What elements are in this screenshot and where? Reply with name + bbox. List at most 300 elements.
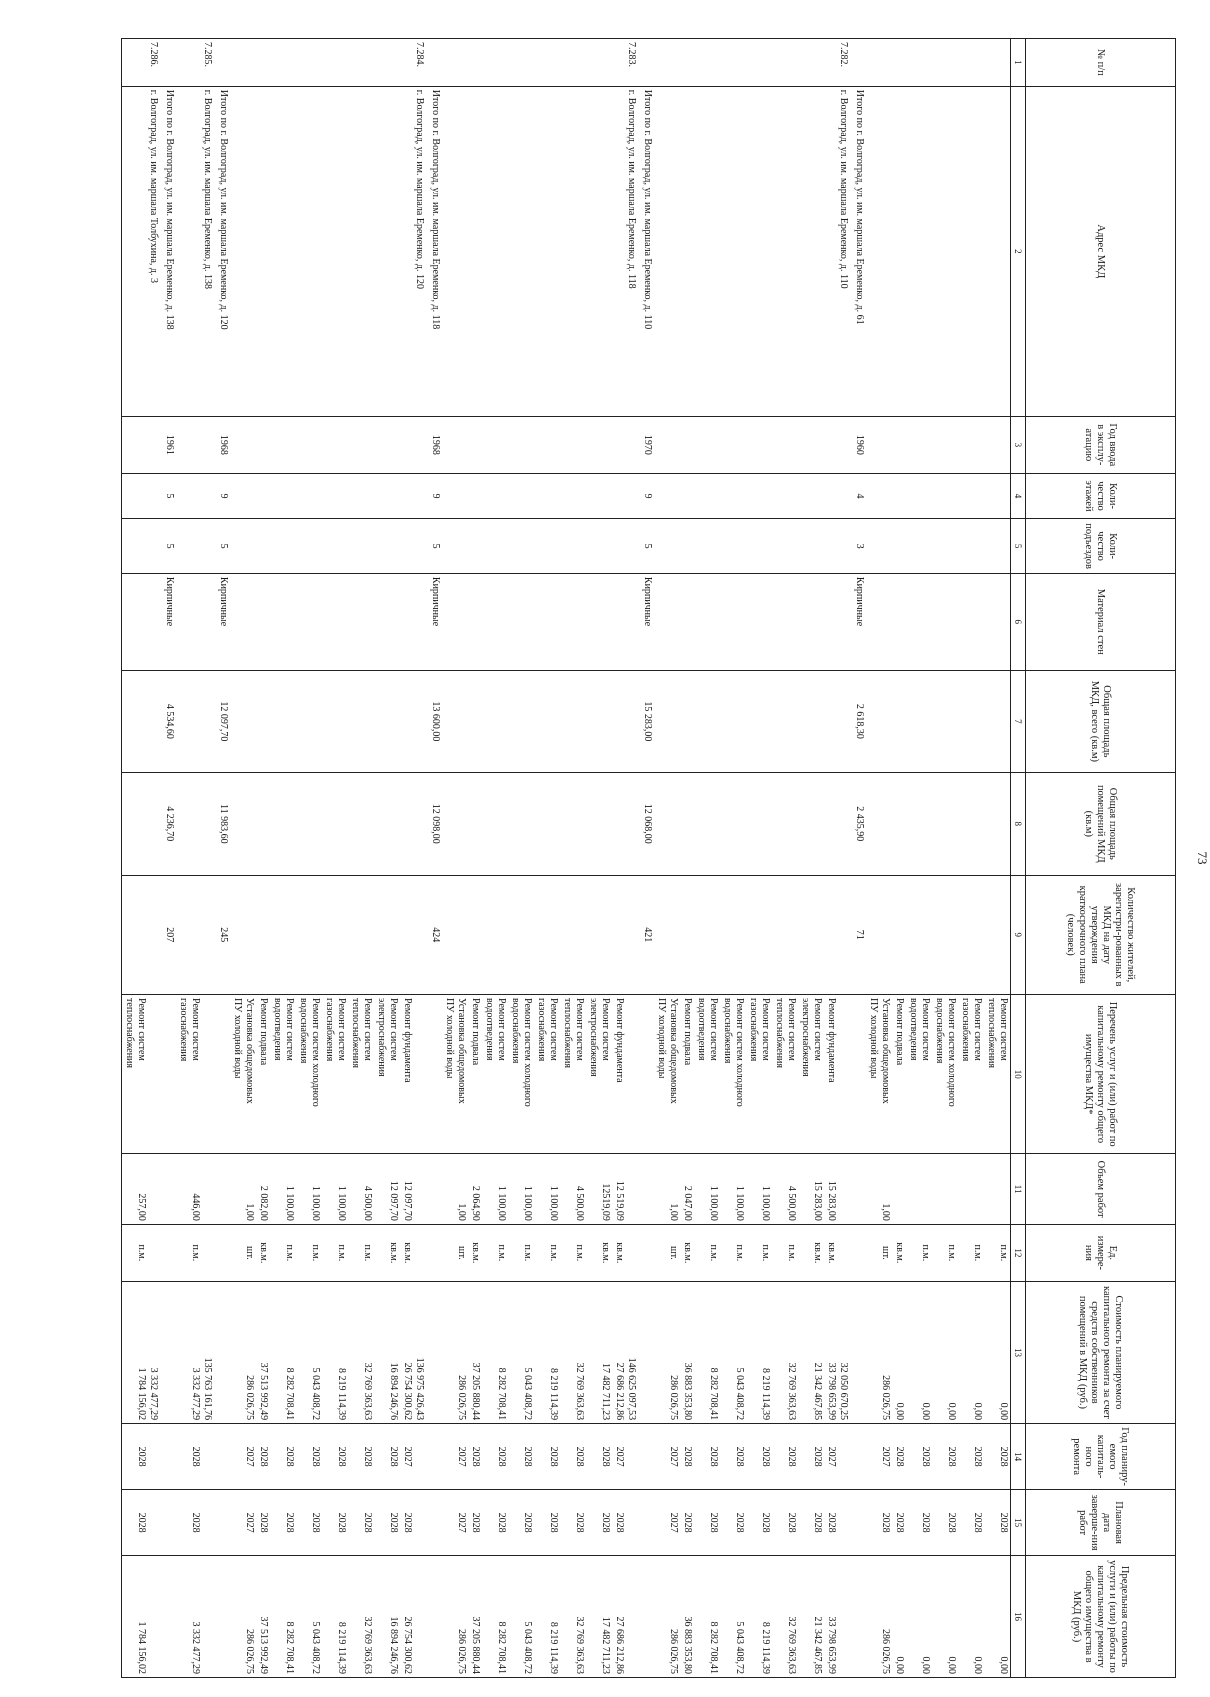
address-cell: г. Волгоград, ул. им. маршала Еременко, д. 120 bbox=[400, 86, 426, 416]
material-cell bbox=[586, 573, 612, 670]
end-date-cell: 2028 bbox=[612, 1490, 638, 1556]
row-number-cell bbox=[296, 39, 322, 87]
volume-cell bbox=[984, 1154, 1011, 1225]
repair-year-cell: 2028 bbox=[560, 1424, 586, 1490]
repair-year-cell: 2028 bbox=[932, 1424, 958, 1490]
year-built-cell bbox=[230, 416, 256, 473]
row-number-cell bbox=[256, 39, 270, 87]
address-cell bbox=[866, 86, 892, 416]
address-cell bbox=[892, 86, 906, 416]
repair-year-cell: 2028 bbox=[176, 1424, 214, 1490]
end-date-cell: 2028 bbox=[892, 1490, 906, 1556]
work-name-line: Ремонт систем холодного bbox=[946, 998, 957, 1107]
entrances-cell bbox=[984, 519, 1011, 574]
material-cell bbox=[720, 573, 746, 670]
area-premises-cell bbox=[482, 773, 508, 875]
end-date-cell: 2027 bbox=[442, 1490, 468, 1556]
limit-cost-cell: 0,00 bbox=[932, 1556, 958, 1678]
unit-cell: п.м. bbox=[322, 1224, 348, 1281]
year-built-cell: 1970 bbox=[638, 416, 654, 473]
end-date-cell: 2028 bbox=[374, 1490, 400, 1556]
entrances-cell: 5 bbox=[638, 519, 654, 574]
header-cell: № п/п bbox=[1026, 39, 1176, 87]
row-number-cell bbox=[482, 39, 508, 87]
capital-repair-table bbox=[121, 38, 1176, 1678]
end-date-cell: 2028 bbox=[866, 1490, 892, 1556]
material-cell: Кирпичные bbox=[850, 573, 866, 670]
cost-cell bbox=[296, 1281, 322, 1423]
year-built-cell bbox=[296, 416, 322, 473]
material-cell bbox=[772, 573, 798, 670]
empty-cell bbox=[426, 1154, 442, 1225]
row-number-cell bbox=[680, 39, 694, 87]
volume-cell bbox=[958, 1154, 984, 1225]
entrances-cell bbox=[256, 519, 270, 574]
entrances-cell bbox=[230, 519, 256, 574]
end-date-cell: 2028 bbox=[468, 1490, 482, 1556]
work-row bbox=[482, 39, 508, 1678]
year-built-cell bbox=[482, 416, 508, 473]
header-cell: Перечень услуг и (или) работ по капитальному ремонту общего имущества МКД* bbox=[1026, 995, 1176, 1154]
entrances-cell: 3 bbox=[850, 519, 866, 574]
floors-cell: 5 bbox=[160, 473, 176, 519]
limit-cost-cell: 37 513 992,49 bbox=[256, 1556, 270, 1678]
entrances-cell bbox=[322, 519, 348, 574]
work-name-cell bbox=[798, 995, 824, 1154]
header-cell: Общая площадь МКД, всего (кв.м) bbox=[1026, 670, 1176, 772]
empty-cell bbox=[638, 1224, 654, 1281]
work-cost: 26 754 300,62 bbox=[402, 1362, 413, 1421]
end-date-cell: 2028 bbox=[694, 1490, 720, 1556]
end-date-cell: 2028 bbox=[772, 1490, 798, 1556]
entrances-cell bbox=[654, 519, 680, 574]
empty-cell bbox=[426, 1281, 442, 1423]
address-cell bbox=[680, 86, 694, 416]
unit-cell: кв.м. bbox=[824, 1224, 850, 1281]
area-total-cell bbox=[442, 670, 468, 772]
work-row bbox=[746, 39, 772, 1678]
address-cell bbox=[374, 86, 400, 416]
entrances-cell bbox=[906, 519, 932, 574]
area-total-cell: 2 618,30 bbox=[850, 670, 866, 772]
work-name-cell bbox=[296, 995, 322, 1154]
unit-cell: кв.м. bbox=[680, 1224, 694, 1281]
residents-cell bbox=[400, 875, 426, 995]
limit-cost-cell: 0,00 bbox=[958, 1556, 984, 1678]
area-total-cell bbox=[468, 670, 482, 772]
work-row bbox=[296, 39, 322, 1678]
work-name-line: Ремонт систем bbox=[574, 998, 585, 1061]
material-cell bbox=[400, 573, 426, 670]
material-cell bbox=[296, 573, 322, 670]
end-date-cell: 2028 bbox=[824, 1490, 850, 1556]
header-cell: Год планиру-емого капиталь-ного ремонта bbox=[1026, 1424, 1176, 1490]
work-name-line: теплоснабжения bbox=[350, 998, 361, 1069]
repair-year-cell: 2028 bbox=[296, 1424, 322, 1490]
header-cell: Коли-чество этажей bbox=[1026, 473, 1176, 519]
floors-cell bbox=[468, 473, 482, 519]
address-total-cost: 135 763 161,76 bbox=[202, 1357, 213, 1421]
year-built-cell bbox=[534, 416, 560, 473]
area-total-cell bbox=[680, 670, 694, 772]
column-number: 13 bbox=[1011, 1281, 1026, 1423]
entrances-cell bbox=[442, 519, 468, 574]
residents-cell bbox=[932, 875, 958, 995]
address-cell bbox=[270, 86, 296, 416]
floors-cell bbox=[534, 473, 560, 519]
limit-cost-cell: 21 342 467,85 bbox=[798, 1556, 824, 1678]
work-name-line: Ремонт фундамента bbox=[614, 998, 625, 1083]
total-label-cell: Итого по г. Волгоград, ул. им. маршала Еременко, д. 138 bbox=[160, 86, 176, 416]
end-date-cell: 2028 bbox=[508, 1490, 534, 1556]
rotated-document-sheet bbox=[36, 38, 1210, 1678]
work-name-line: газоснабжения bbox=[960, 998, 971, 1062]
column-number: 3 bbox=[1011, 416, 1026, 473]
address-cell bbox=[256, 86, 270, 416]
work-name-line: Установка общедомовых bbox=[880, 998, 891, 1104]
material-cell bbox=[746, 573, 772, 670]
limit-cost-cell: 3 332 477,29 bbox=[176, 1556, 214, 1678]
address-total-row bbox=[850, 39, 866, 1678]
cost-cell bbox=[984, 1281, 1011, 1423]
work-name-line: теплоснабжения bbox=[986, 998, 997, 1069]
cost-cell bbox=[176, 1281, 214, 1423]
work-row bbox=[270, 39, 296, 1678]
year-built-cell: 1968 bbox=[426, 416, 442, 473]
work-name-line: ПУ холодной воды bbox=[232, 998, 243, 1079]
material-cell bbox=[256, 573, 270, 670]
volume-cell: 2 047,00 bbox=[680, 1154, 694, 1225]
work-name-line: водоотведения bbox=[272, 998, 283, 1061]
residents-cell bbox=[482, 875, 508, 995]
work-row bbox=[866, 39, 892, 1678]
volume-cell: 446,00 bbox=[176, 1154, 214, 1225]
work-row bbox=[442, 39, 468, 1678]
area-total-cell bbox=[720, 670, 746, 772]
year-built-cell bbox=[374, 416, 400, 473]
year-built-cell: 1961 bbox=[160, 416, 176, 473]
year-built-cell bbox=[122, 416, 161, 473]
empty-cell bbox=[426, 1224, 442, 1281]
limit-cost-cell: 0,00 bbox=[984, 1556, 1011, 1678]
area-total-cell bbox=[560, 670, 586, 772]
entrances-cell bbox=[560, 519, 586, 574]
unit-cell: кв.м. bbox=[374, 1224, 400, 1281]
entrances-cell bbox=[122, 519, 161, 574]
material-cell bbox=[932, 573, 958, 670]
cost-cell bbox=[560, 1281, 586, 1423]
work-name-line: водоснабжения bbox=[934, 998, 945, 1064]
area-premises-cell bbox=[866, 773, 892, 875]
column-number: 4 bbox=[1011, 473, 1026, 519]
entrances-cell bbox=[534, 519, 560, 574]
column-number: 7 bbox=[1011, 670, 1026, 772]
row-number-cell bbox=[892, 39, 906, 87]
row-number-cell bbox=[850, 39, 866, 87]
work-name-line: Ремонт систем холодного bbox=[734, 998, 745, 1107]
work-cost: 0,00 bbox=[946, 1402, 957, 1421]
unit-cell: п.м. bbox=[560, 1224, 586, 1281]
end-date-cell: 2028 bbox=[798, 1490, 824, 1556]
volume-cell: 1,00 bbox=[442, 1154, 468, 1225]
column-number: 9 bbox=[1011, 875, 1026, 995]
area-total-cell bbox=[892, 670, 906, 772]
area-total-cell bbox=[906, 670, 932, 772]
volume-cell: 2 064,90 bbox=[468, 1154, 482, 1225]
address-total-row bbox=[160, 39, 176, 1678]
work-name-cell bbox=[932, 995, 958, 1154]
work-name-line: водоотведения bbox=[696, 998, 707, 1061]
work-cost: 286 026,75 bbox=[668, 1375, 679, 1421]
work-name-cell bbox=[654, 995, 680, 1154]
residents-cell bbox=[612, 875, 638, 995]
area-total-cell bbox=[798, 670, 824, 772]
unit-cell: п.м. bbox=[270, 1224, 296, 1281]
area-total-cell bbox=[322, 670, 348, 772]
repair-year-cell: 2027 bbox=[442, 1424, 468, 1490]
unit-cell: п.м. bbox=[534, 1224, 560, 1281]
column-number: 10 bbox=[1011, 995, 1026, 1154]
row-number-cell bbox=[638, 39, 654, 87]
cost-cell bbox=[468, 1281, 482, 1423]
row-number-cell bbox=[534, 39, 560, 87]
year-built-cell bbox=[720, 416, 746, 473]
header-cell: Стоимость планируемого капитального ремонта за счет средств собственников помещений в МКД (руб.) bbox=[1026, 1281, 1176, 1423]
year-built-cell bbox=[400, 416, 426, 473]
empty-cell bbox=[638, 995, 654, 1154]
work-cost: 32 769 363,63 bbox=[786, 1362, 797, 1421]
end-date-cell: 2028 bbox=[534, 1490, 560, 1556]
address-cell bbox=[798, 86, 824, 416]
year-built-cell: 1968 bbox=[214, 416, 230, 473]
address-total-cost: 3 332 477,29 bbox=[148, 1367, 159, 1421]
work-row bbox=[176, 39, 214, 1678]
work-name-line: Установка общедомовых bbox=[668, 998, 679, 1104]
repair-year-cell: 2028 bbox=[348, 1424, 374, 1490]
material-cell bbox=[442, 573, 468, 670]
work-name-cell bbox=[322, 995, 348, 1154]
repair-year-cell: 2028 bbox=[906, 1424, 932, 1490]
year-built-cell bbox=[468, 416, 482, 473]
row-number-cell bbox=[214, 39, 230, 87]
residents-cell bbox=[230, 875, 256, 995]
work-name-line: Ремонт систем bbox=[972, 998, 983, 1061]
work-cost: 286 026,75 bbox=[456, 1375, 467, 1421]
year-built-cell bbox=[694, 416, 720, 473]
limit-cost-cell: 0,00 bbox=[892, 1556, 906, 1678]
work-cost: 286 026,75 bbox=[880, 1375, 891, 1421]
material-cell: Кирпичные bbox=[160, 573, 176, 670]
header-cell: Коли-чество подъездов bbox=[1026, 519, 1176, 574]
empty-cell bbox=[850, 1490, 866, 1556]
empty-cell bbox=[426, 1490, 442, 1556]
floors-cell bbox=[932, 473, 958, 519]
year-built-cell bbox=[256, 416, 270, 473]
unit-cell: кв.м. bbox=[892, 1224, 906, 1281]
floors-cell bbox=[654, 473, 680, 519]
work-name-line: электроснабжения bbox=[588, 998, 599, 1077]
work-name-cell bbox=[612, 995, 638, 1154]
address-cell bbox=[230, 86, 256, 416]
area-total-cell bbox=[270, 670, 296, 772]
material-cell bbox=[798, 573, 824, 670]
area-premises-cell bbox=[694, 773, 720, 875]
work-name-cell bbox=[348, 995, 374, 1154]
row-number-cell bbox=[426, 39, 442, 87]
work-cost: 32 769 363,63 bbox=[574, 1362, 585, 1421]
area-total-cell bbox=[866, 670, 892, 772]
empty-cell bbox=[850, 1556, 866, 1678]
work-name-line: водоотведения bbox=[908, 998, 919, 1061]
column-number: 16 bbox=[1011, 1556, 1026, 1678]
repair-year-cell: 2028 bbox=[508, 1424, 534, 1490]
entrances-cell bbox=[468, 519, 482, 574]
empty-cell bbox=[850, 1281, 866, 1423]
year-built-cell bbox=[746, 416, 772, 473]
material-cell bbox=[984, 573, 1011, 670]
work-row bbox=[654, 39, 680, 1678]
header-cell: Адрес МКД bbox=[1026, 86, 1176, 416]
row-number-cell: 7.286. bbox=[122, 39, 161, 87]
work-cost: 8 282 708,41 bbox=[708, 1367, 719, 1421]
residents-cell bbox=[296, 875, 322, 995]
material-cell bbox=[122, 573, 161, 670]
unit-cell: кв.м. bbox=[400, 1224, 426, 1281]
limit-cost-cell: 33 798 653,99 bbox=[824, 1556, 850, 1678]
material-cell: Кирпичные bbox=[214, 573, 230, 670]
entrances-cell bbox=[270, 519, 296, 574]
work-row bbox=[586, 39, 612, 1678]
address-cell bbox=[348, 86, 374, 416]
limit-cost-cell: 16 894 246,76 bbox=[374, 1556, 400, 1678]
volume-cell: 12 097,70 bbox=[400, 1154, 426, 1225]
end-date-cell: 2028 bbox=[256, 1490, 270, 1556]
area-premises-cell bbox=[586, 773, 612, 875]
row-number-cell bbox=[468, 39, 482, 87]
work-name-line: Ремонт систем bbox=[998, 998, 1009, 1061]
unit-cell: кв.м. bbox=[612, 1224, 638, 1281]
cost-cell bbox=[932, 1281, 958, 1423]
entrances-cell bbox=[694, 519, 720, 574]
empty-cell bbox=[214, 1556, 230, 1678]
header-cell: Ед. измере-ния bbox=[1026, 1224, 1176, 1281]
unit-cell: п.м. bbox=[958, 1224, 984, 1281]
work-name-line: ПУ холодной воды bbox=[868, 998, 879, 1079]
entrances-cell bbox=[374, 519, 400, 574]
residents-cell bbox=[906, 875, 932, 995]
column-number: 14 bbox=[1011, 1424, 1026, 1490]
unit-cell: п.м. bbox=[176, 1224, 214, 1281]
floors-cell bbox=[866, 473, 892, 519]
work-name-line: Ремонт систем bbox=[284, 998, 295, 1061]
residents-cell bbox=[122, 875, 161, 995]
end-date-cell: 2028 bbox=[906, 1490, 932, 1556]
residents-cell bbox=[720, 875, 746, 995]
work-name-line: Ремонт подвала bbox=[258, 998, 269, 1066]
work-cost: 0,00 bbox=[894, 1402, 905, 1421]
volume-cell: 2 082,00 bbox=[256, 1154, 270, 1225]
year-built-cell bbox=[824, 416, 850, 473]
limit-cost-cell: 286 026,75 bbox=[654, 1556, 680, 1678]
floors-cell bbox=[508, 473, 534, 519]
volume-cell: 1 100,00 bbox=[694, 1154, 720, 1225]
entrances-cell bbox=[348, 519, 374, 574]
residents-cell: 207 bbox=[160, 875, 176, 995]
entrances-cell: 5 bbox=[160, 519, 176, 574]
cost-cell bbox=[892, 1281, 906, 1423]
row-number-cell bbox=[160, 39, 176, 87]
residents-cell bbox=[508, 875, 534, 995]
floors-cell bbox=[230, 473, 256, 519]
work-cost: 8 219 114,39 bbox=[760, 1367, 771, 1421]
residents-cell: 424 bbox=[426, 875, 442, 995]
work-row bbox=[230, 39, 256, 1678]
repair-year-cell: 2028 bbox=[270, 1424, 296, 1490]
row-number-cell bbox=[866, 39, 892, 87]
work-cost: 27 686 212,86 bbox=[614, 1362, 625, 1421]
year-built-cell bbox=[906, 416, 932, 473]
work-name-line: водоснабжения bbox=[722, 998, 733, 1064]
entrances-cell bbox=[296, 519, 322, 574]
floors-cell bbox=[772, 473, 798, 519]
cost-cell bbox=[348, 1281, 374, 1423]
address-cell bbox=[534, 86, 560, 416]
repair-year-cell: 2028 bbox=[984, 1424, 1011, 1490]
work-row bbox=[772, 39, 798, 1678]
entrances-cell bbox=[892, 519, 906, 574]
volume-cell bbox=[906, 1154, 932, 1225]
address-cell bbox=[906, 86, 932, 416]
residents-cell bbox=[374, 875, 400, 995]
limit-cost-cell: 17 482 711,23 bbox=[586, 1556, 612, 1678]
area-total-cell bbox=[374, 670, 400, 772]
volume-cell: 1 100,00 bbox=[720, 1154, 746, 1225]
material-cell bbox=[680, 573, 694, 670]
cost-cell bbox=[508, 1281, 534, 1423]
unit-cell: шт. bbox=[866, 1224, 892, 1281]
empty-cell bbox=[426, 1556, 442, 1678]
limit-cost-cell: 36 883 353,80 bbox=[680, 1556, 694, 1678]
residents-cell bbox=[694, 875, 720, 995]
address-cell bbox=[586, 86, 612, 416]
work-name-line: Ремонт систем bbox=[336, 998, 347, 1061]
work-name-line: Ремонт фундамента bbox=[402, 998, 413, 1083]
limit-cost-cell: 5 043 408,72 bbox=[720, 1556, 746, 1678]
floors-cell bbox=[680, 473, 694, 519]
area-total-cell bbox=[586, 670, 612, 772]
area-premises-cell bbox=[348, 773, 374, 875]
volume-cell: 15 283,00 bbox=[824, 1154, 850, 1225]
header-cell: Общая площадь помещений МКД (кв.м) bbox=[1026, 773, 1176, 875]
area-premises-cell: 2 435,90 bbox=[850, 773, 866, 875]
end-date-cell: 2028 bbox=[932, 1490, 958, 1556]
row-number-cell bbox=[958, 39, 984, 87]
entrances-cell bbox=[586, 519, 612, 574]
volume-cell: 1 100,00 bbox=[482, 1154, 508, 1225]
repair-year-cell: 2028 bbox=[322, 1424, 348, 1490]
end-date-cell: 2027 bbox=[230, 1490, 256, 1556]
address-cell bbox=[654, 86, 680, 416]
residents-cell bbox=[468, 875, 482, 995]
header-cell: Объем работ bbox=[1026, 1154, 1176, 1225]
work-row bbox=[468, 39, 482, 1678]
work-name-line: Ремонт систем холодного bbox=[310, 998, 321, 1107]
area-premises-cell bbox=[256, 773, 270, 875]
empty-cell bbox=[214, 1424, 230, 1490]
empty-cell bbox=[426, 995, 442, 1154]
column-number: 1 bbox=[1011, 39, 1026, 87]
unit-cell: п.м. bbox=[772, 1224, 798, 1281]
